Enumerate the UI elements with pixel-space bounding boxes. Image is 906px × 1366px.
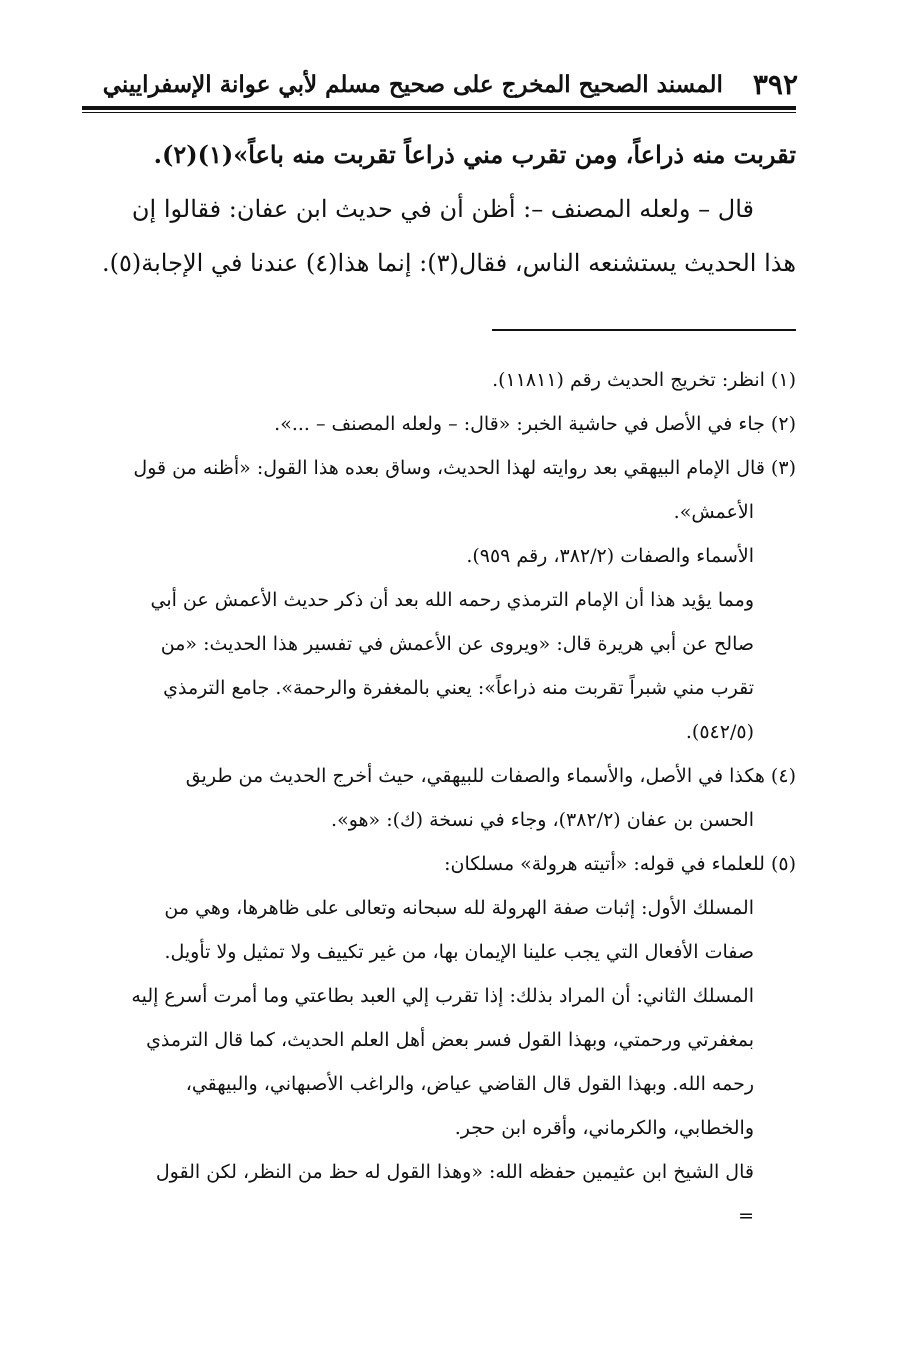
header-rule-thick: [82, 106, 796, 110]
header-rule-thin: [82, 112, 796, 113]
footnote-5-line: المسلك الأول: إثبات صفة الهرولة لله سبحانه وتعالى على ظاهرها، وهي من: [164, 897, 754, 919]
main-text: [82, 128, 796, 290]
footnote-1: (١) انظر: تخريج الحديث رقم (١١٨١١).: [492, 369, 796, 391]
footnote-3-line: (٥٤٢/٥).: [685, 721, 754, 743]
main-text-line: هذا الحديث يستشنعه الناس، فقال(٣): إنما هذا(٤) عندنا في الإجابة(٥).: [102, 249, 796, 277]
footnote-3-line: ومما يؤيد هذا أن الإمام الترمذي رحمه الله بعد أن ذكر حديث الأعمش عن أبي: [150, 589, 754, 611]
footnote-separator: [492, 329, 796, 331]
footnote-4-line: الحسن بن عفان (٣٨٢/٢)، وجاء في نسخة (ك): «هو».: [331, 809, 754, 831]
main-text-line: قال – ولعله المصنف –: أظن أن في حديث ابن عفان: فقالوا إن: [131, 195, 754, 223]
footnote-5-line: رحمه الله. وبهذا القول قال القاضي عياض، والراغب الأصبهاني، والبيهقي،: [185, 1073, 754, 1095]
main-text-line: تقربت منه ذراعاً، ومن تقرب مني ذراعاً تقربت منه باعاً»(١)(٢).: [153, 140, 796, 169]
footnotes: [82, 358, 796, 1238]
running-title: المسند الصحيح المخرج على صحيح مسلم لأبي عوانة الإسفراييني: [102, 70, 723, 98]
footnote-3-line: الأسماء والصفات (٣٨٢/٢، رقم ٩٥٩).: [466, 545, 754, 567]
footnote-5-line: المسلك الثاني: أن المراد بذلك: إذا تقرب إلي العبد بطاعتي وما أمرت أسرع إليه: [131, 985, 754, 1007]
footnote-5-line: (٥) للعلماء في قوله: «أتيته هرولة» مسلكان:: [444, 853, 796, 875]
footnote-3-line: (٣) قال الإمام البيهقي بعد روايته لهذا الحديث، وساق بعده هذا القول: «أظنه من قول: [133, 457, 796, 479]
footnote-5-line: قال الشيخ ابن عثيمين حفظه الله: «وهذا القول له حظ من النظر، لكن القول: [155, 1161, 754, 1183]
page-header: [82, 64, 798, 104]
footnote-5-line: بمغفرتي ورحمتي، وبهذا القول فسر بعض أهل العلم الحديث، كما قال الترمذي: [146, 1029, 754, 1051]
footnote-3-line: تقرب مني شبراً تقربت منه ذراعاً»: يعني بالمغفرة والرحمة». جامع الترمذي: [163, 677, 754, 699]
footnote-3-line: صالح عن أبي هريرة قال: «ويروى عن الأعمش في تفسير هذا الحديث: «من: [160, 633, 754, 655]
continuation-mark: =: [738, 1205, 754, 1227]
footnote-5-line: والخطابي، والكرماني، وأقره ابن حجر.: [454, 1117, 754, 1139]
page-number: ٣٩٢: [752, 67, 798, 101]
footnote-3-line: الأعمش».: [673, 501, 754, 523]
footnote-2: (٢) جاء في الأصل في حاشية الخبر: «قال: – ولعله المصنف – ...».: [274, 413, 796, 435]
footnote-5-line: صفات الأفعال التي يجب علينا الإيمان بها، من غير تكييف ولا تمثيل ولا تأويل.: [164, 941, 754, 963]
footnote-4-line: (٤) هكذا في الأصل، والأسماء والصفات للبيهقي، حيث أخرج الحديث من طريق: [185, 765, 796, 787]
